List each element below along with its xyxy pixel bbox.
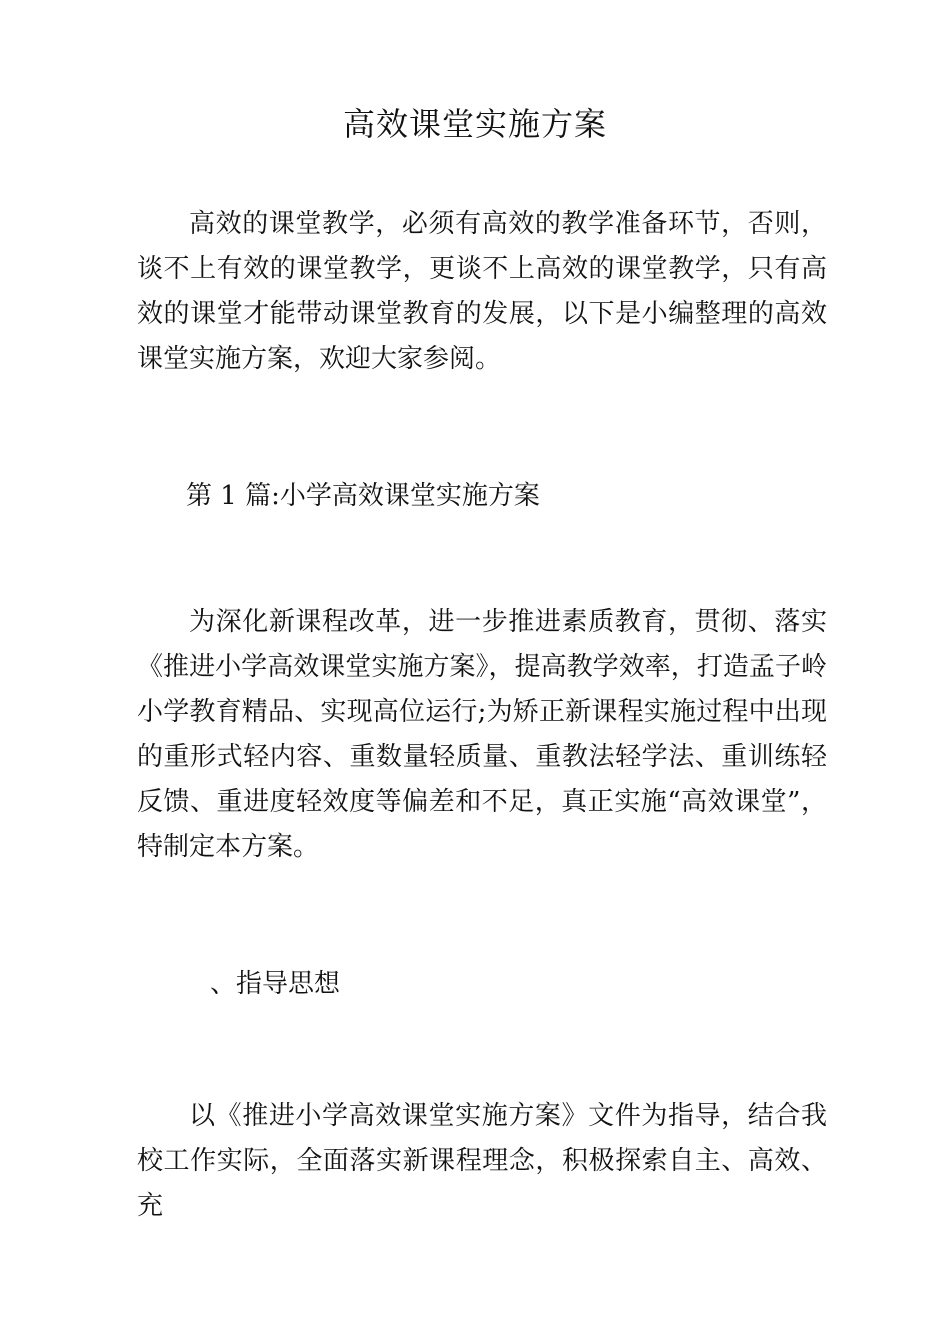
section-paragraph: 为深化新课程改革，进一步推进素质教育，贯彻、落实《推进小学高效课堂实施方案》，提高教学效率，打造孟子岭小学教育精品、实现高位运行;为矫正新课程实施过程中出现的重形式轻内容、重数量轻质量、重教法轻学法、重训练轻反馈、重进度轻效度等偏差和不足，真正实施“高效课堂”，特制定本方案。 <box>137 607 827 862</box>
section-heading: 第 1 篇:小学高效课堂实施方案 <box>186 481 540 511</box>
intro-paragraph: 高效的课堂教学，必须有高效的教学准备环节，否则，谈不上有效的课堂教学，更谈不上高效的课堂教学，只有高效的课堂才能带动课堂教育的发展，以下是小编整理的高效课堂实施方案，欢迎大家参阅。 <box>137 209 827 374</box>
guiding-paragraph: 以《推进小学高效课堂实施方案》文件为指导，结合我校工作实际，全面落实新课程理念，积极探索自主、高效、充 <box>137 1101 827 1221</box>
document-title: 高效课堂实施方案 <box>342 105 607 143</box>
subheading-guiding-ideology: 、指导思想 <box>210 969 341 999</box>
